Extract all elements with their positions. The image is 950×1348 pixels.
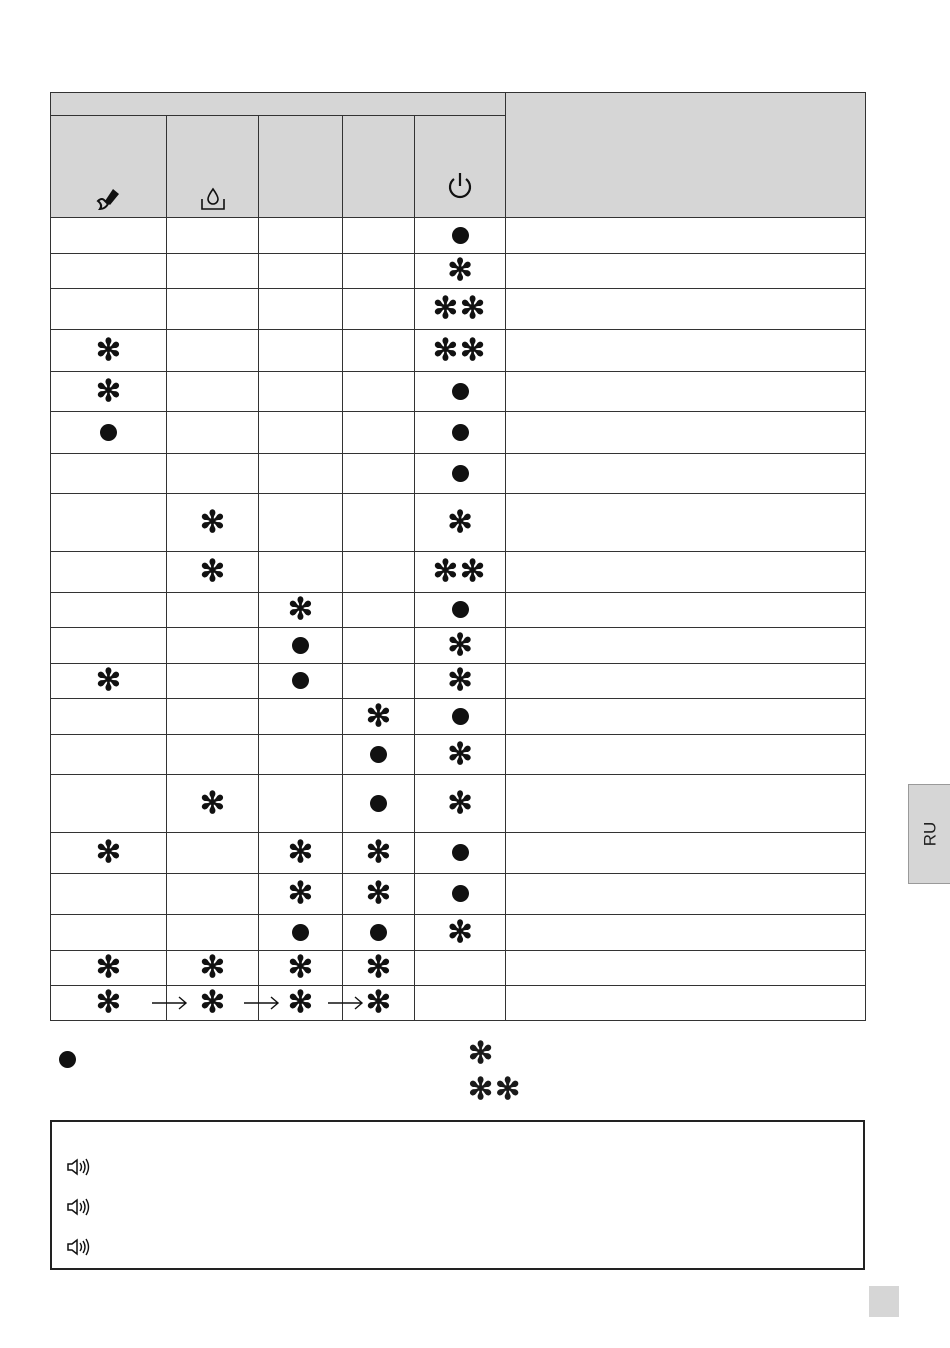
indicator-cell [259, 330, 343, 372]
description-cell [506, 833, 866, 874]
indicator-cell [259, 735, 343, 775]
dot-symbol [452, 424, 469, 441]
indicator-cell [51, 552, 167, 593]
indicator-cell [51, 699, 167, 735]
header-col-4 [343, 116, 415, 218]
description-cell [506, 254, 866, 289]
blink-symbol: ✻ [365, 951, 392, 984]
indicator-cell [167, 372, 259, 412]
blink-symbol: ✻ [95, 374, 122, 408]
dot-symbol [292, 672, 309, 689]
indicator-cell [259, 833, 343, 874]
table-row [51, 833, 866, 874]
indicator-cell [167, 628, 259, 664]
legend-dot-symbol [59, 1051, 76, 1068]
indicator-cell [51, 593, 167, 628]
indicator-cell [51, 628, 167, 664]
indicator-cell [51, 330, 167, 372]
blink-symbol: ✻ [447, 505, 473, 539]
sound-icon [66, 1158, 92, 1176]
indicator-cell [51, 412, 167, 454]
dot-symbol [100, 424, 117, 441]
blink-symbol: ✻ [95, 986, 122, 1019]
language-tab[interactable] [908, 784, 950, 884]
indicator-cell [167, 593, 259, 628]
indicator-cell [415, 775, 506, 833]
indicator-cell [51, 874, 167, 915]
table-row [51, 330, 866, 372]
indicator-cell [343, 412, 415, 454]
dot-symbol [452, 227, 469, 244]
dot-symbol [452, 844, 469, 861]
indicator-cell [259, 254, 343, 289]
blink-symbol: ✻ [287, 593, 314, 626]
water-drop-icon [200, 187, 226, 211]
indicator-cell [167, 951, 259, 986]
indicator-cell [51, 254, 167, 289]
blink-symbol: ✻ [365, 836, 392, 869]
indicator-cell [415, 915, 506, 951]
indicator-cell [167, 218, 259, 254]
blink-symbol: ✻ [287, 951, 314, 984]
indicator-cell [259, 552, 343, 593]
dot-symbol [452, 885, 469, 902]
blink-symbol: ✻ [199, 786, 226, 820]
indicator-cell [259, 628, 343, 664]
description-cell [506, 218, 866, 254]
blink-symbol: ✻ [365, 986, 392, 1019]
indicator-cell [343, 372, 415, 412]
power-icon [446, 171, 474, 201]
indicator-cell [343, 833, 415, 874]
indicator-cell [167, 735, 259, 775]
indicator-cell [415, 372, 506, 412]
blink-symbol: ✻ [287, 877, 314, 910]
dot-symbol [292, 924, 309, 941]
indicator-cell [343, 494, 415, 552]
sequence-arrow-icon [328, 996, 364, 1010]
table-row [51, 552, 866, 593]
blink-symbol: ✻ [365, 877, 392, 910]
indicator-cell [415, 951, 506, 986]
blink-symbol: ✻ [287, 836, 314, 869]
dot-symbol [452, 708, 469, 725]
indicator-cell [51, 915, 167, 951]
description-cell [506, 664, 866, 699]
blink-symbol: ✻ [447, 628, 473, 662]
indicator-cell [167, 254, 259, 289]
indicator-cell [415, 412, 506, 454]
header-col-3 [259, 116, 343, 218]
description-cell [506, 454, 866, 494]
table-row [51, 593, 866, 628]
sequence-arrow-icon [244, 996, 280, 1010]
table-row [51, 915, 866, 951]
indicator-cell [415, 454, 506, 494]
blink-symbol: ✻ [447, 254, 473, 287]
language-tab-label: RU [920, 821, 939, 847]
blink-symbol: ✻ [199, 555, 226, 588]
indicator-cell [343, 454, 415, 494]
indicator-cell [167, 289, 259, 330]
fast-blink-symbol: ✻✻ [432, 292, 488, 325]
blink-symbol: ✻ [95, 333, 122, 367]
table-row [51, 254, 866, 289]
indicator-cell [415, 986, 506, 1021]
indicator-cell [343, 628, 415, 664]
description-cell [506, 874, 866, 915]
indicator-cell [51, 218, 167, 254]
indicator-cell [415, 735, 506, 775]
indicator-cell [259, 218, 343, 254]
indicator-cell [167, 454, 259, 494]
description-cell [506, 289, 866, 330]
indicator-cell [167, 552, 259, 593]
indicator-cell [259, 372, 343, 412]
header-col-1 [51, 116, 167, 218]
blink-symbol: ✻ [199, 951, 226, 984]
indicator-cell [343, 254, 415, 289]
table-row [51, 628, 866, 664]
fast-blink-symbol: ✻✻ [432, 555, 488, 588]
table-row [51, 874, 866, 915]
blink-symbol: ✻ [365, 699, 392, 733]
blink-symbol: ✻ [447, 737, 473, 771]
indicator-cell [167, 699, 259, 735]
indicator-cell [415, 330, 506, 372]
indicator-cell [51, 951, 167, 986]
indicator-cell [259, 775, 343, 833]
indicator-cell [51, 289, 167, 330]
dot-symbol [452, 383, 469, 400]
description-cell [506, 951, 866, 986]
legend-star-symbol: ✻ [468, 1037, 494, 1070]
indicator-cell [167, 915, 259, 951]
description-cell [506, 372, 866, 412]
indicator-cell [167, 874, 259, 915]
dot-symbol [452, 601, 469, 618]
indicator-cell [259, 951, 343, 986]
indicator-cell [343, 951, 415, 986]
indicator-cell [343, 915, 415, 951]
indicator-cell [167, 494, 259, 552]
notes-box [50, 1120, 865, 1270]
indicator-cell [415, 218, 506, 254]
description-cell [506, 915, 866, 951]
table-row [51, 494, 866, 552]
table-row [51, 735, 866, 775]
indicator-table [50, 92, 866, 1021]
indicator-cell [415, 628, 506, 664]
indicator-cell [415, 289, 506, 330]
fast-blink-symbol: ✻✻ [432, 333, 488, 367]
description-cell [506, 775, 866, 833]
table-row [51, 951, 866, 986]
table-row [51, 775, 866, 833]
page-number-box [869, 1286, 899, 1317]
description-cell [506, 330, 866, 372]
indicator-cell [51, 372, 167, 412]
table-row [51, 664, 866, 699]
description-cell [506, 552, 866, 593]
sound-icon [66, 1198, 92, 1216]
dot-symbol [370, 746, 387, 763]
table-row [51, 218, 866, 254]
legend-double-star-symbol: ✻✻ [468, 1073, 523, 1106]
sound-icon [66, 1238, 92, 1256]
table-row [51, 699, 866, 735]
dot-symbol [370, 924, 387, 941]
description-cell [506, 699, 866, 735]
indicator-cell [259, 412, 343, 454]
indicator-cell [343, 593, 415, 628]
indicator-cell [415, 874, 506, 915]
indicator-cell [343, 552, 415, 593]
indicator-cell [51, 735, 167, 775]
indicator-cell [167, 330, 259, 372]
indicator-cell [343, 735, 415, 775]
indicator-cell [343, 218, 415, 254]
indicator-cell [415, 593, 506, 628]
blink-symbol: ✻ [447, 915, 473, 949]
indicator-cell [259, 289, 343, 330]
header-group-cell [51, 93, 506, 116]
indicator-cell [343, 874, 415, 915]
indicator-cell [415, 664, 506, 699]
indicator-cell [415, 699, 506, 735]
indicator-cell [343, 664, 415, 699]
table-row [51, 454, 866, 494]
indicator-cell [51, 833, 167, 874]
sequence-arrow-icon [152, 996, 188, 1010]
dot-symbol [370, 795, 387, 812]
blink-symbol: ✻ [95, 951, 122, 984]
indicator-cell [415, 254, 506, 289]
description-cell [506, 628, 866, 664]
description-cell [506, 593, 866, 628]
indicator-cell [415, 494, 506, 552]
indicator-cell [415, 833, 506, 874]
blink-symbol: ✻ [95, 664, 122, 697]
indicator-cell [343, 775, 415, 833]
indicator-cell [51, 986, 167, 1021]
header-description-cell [506, 93, 866, 218]
indicator-cell [343, 330, 415, 372]
indicator-cell [259, 454, 343, 494]
indicator-cell [343, 699, 415, 735]
table-row [51, 412, 866, 454]
indicator-cell [259, 593, 343, 628]
indicator-rows [51, 218, 866, 1021]
indicator-cell [167, 664, 259, 699]
dot-symbol [452, 465, 469, 482]
table-row [51, 372, 866, 412]
blink-symbol: ✻ [95, 836, 122, 869]
indicator-cell [343, 289, 415, 330]
table-row [51, 986, 866, 1021]
indicator-cell [259, 874, 343, 915]
blink-symbol: ✻ [447, 664, 473, 697]
indicator-cell [51, 664, 167, 699]
indicator-cell [259, 699, 343, 735]
indicator-cell [51, 494, 167, 552]
description-cell [506, 494, 866, 552]
indicator-cell [51, 775, 167, 833]
brush-icon [95, 185, 123, 211]
table-row [51, 289, 866, 330]
dot-symbol [292, 637, 309, 654]
indicator-cell [51, 454, 167, 494]
header-col-5 [415, 116, 506, 218]
blink-symbol: ✻ [447, 786, 473, 820]
indicator-cell [167, 412, 259, 454]
indicator-cell [415, 552, 506, 593]
header-col-2 [167, 116, 259, 218]
indicator-cell [167, 775, 259, 833]
indicator-cell [259, 494, 343, 552]
blink-symbol: ✻ [199, 986, 226, 1019]
description-cell [506, 986, 866, 1021]
description-cell [506, 735, 866, 775]
indicator-cell [167, 833, 259, 874]
indicator-cell [259, 664, 343, 699]
blink-symbol: ✻ [199, 505, 226, 539]
description-cell [506, 412, 866, 454]
blink-symbol: ✻ [287, 986, 314, 1019]
indicator-cell [259, 915, 343, 951]
